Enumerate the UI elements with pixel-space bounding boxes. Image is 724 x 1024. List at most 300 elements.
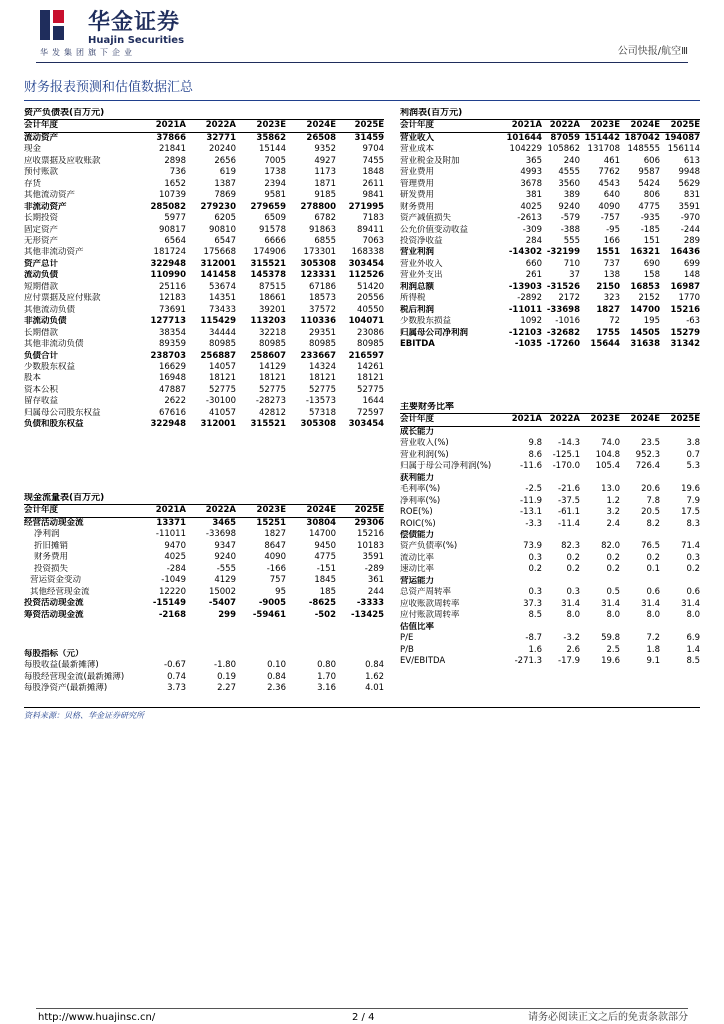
- table-row: [24, 328, 384, 339]
- row-value: 256887: [200, 350, 236, 361]
- row-value: 7762: [598, 167, 620, 178]
- row-value: -3333: [356, 598, 385, 609]
- row-label: 其他流动资产: [24, 190, 76, 201]
- row-label: 所得税: [400, 293, 426, 304]
- row-value: 7005: [264, 155, 286, 166]
- row-value: 168338: [351, 247, 385, 258]
- ratio-group-label: 估值比率: [400, 621, 435, 632]
- row-value: 89411: [357, 224, 385, 235]
- row-label: EBITDA: [400, 339, 435, 350]
- table-row: [24, 236, 384, 247]
- ratios-title-text: 主要财务比率: [400, 402, 700, 414]
- cash-flow-title-text: 现金流量表(百万元): [24, 493, 384, 505]
- row-value: 6205: [214, 213, 236, 224]
- row-value: 0.2: [566, 552, 580, 563]
- row-label: 管理费用: [400, 178, 435, 189]
- row-value: 4025: [520, 201, 542, 212]
- row-value: 4775: [638, 201, 660, 212]
- row-value: -37.5: [558, 495, 580, 506]
- row-value: 0.2: [606, 564, 620, 575]
- table-row: [24, 132, 384, 144]
- row-value: 1871: [314, 178, 336, 189]
- row-value: 73691: [158, 304, 186, 315]
- balance-sheet-table: [24, 108, 384, 431]
- row-label: 现金: [24, 144, 42, 155]
- row-label: 研发费用: [400, 190, 435, 201]
- row-value: 15144: [258, 144, 286, 155]
- table-row: [24, 362, 384, 373]
- ratios-title: [400, 402, 700, 414]
- row-value: 2172: [558, 293, 580, 304]
- row-value: 1652: [164, 178, 186, 189]
- row-value: 0.2: [528, 564, 542, 575]
- row-value: 2394: [264, 178, 286, 189]
- row-value: 18121: [208, 373, 236, 384]
- row-label: 投资损失: [34, 563, 69, 574]
- row-value: 3465: [212, 517, 236, 528]
- row-value: 1.70: [317, 671, 336, 682]
- row-value: 0.3: [528, 587, 542, 598]
- row-value: 8.0: [686, 610, 701, 621]
- row-value: -9005: [258, 598, 286, 609]
- row-value: 115429: [200, 316, 236, 327]
- row-value: 90817: [158, 224, 186, 235]
- row-value: 0.3: [528, 552, 542, 563]
- row-label: 营业外收入: [400, 258, 443, 269]
- row-value: 87059: [550, 132, 580, 143]
- row-value: 1173: [314, 167, 336, 178]
- row-value: 35862: [256, 132, 286, 143]
- row-value: 59.8: [601, 633, 620, 644]
- row-value: 6509: [264, 213, 286, 224]
- row-value: -2613: [517, 213, 542, 224]
- row-value: 8.0: [566, 610, 580, 621]
- row-label: 其他流动负债: [24, 304, 76, 315]
- row-value: -125.1: [552, 449, 580, 460]
- row-value: 1848: [362, 167, 385, 178]
- row-value: 4927: [314, 155, 336, 166]
- row-value: 12220: [158, 586, 186, 597]
- row-value: 9347: [214, 540, 236, 551]
- row-value: -970: [680, 213, 701, 224]
- row-value: 19.6: [601, 655, 620, 666]
- table-header-row: [400, 414, 700, 426]
- row-value: 151: [643, 235, 660, 246]
- row-value: 91863: [308, 224, 336, 235]
- row-value: 13.0: [601, 484, 620, 495]
- row-value: 151442: [584, 132, 620, 143]
- row-value: 53674: [208, 281, 236, 292]
- row-value: 47887: [158, 384, 186, 395]
- row-value: 105862: [547, 144, 580, 155]
- row-value: 9240: [214, 552, 236, 563]
- row-value: 315521: [250, 419, 286, 430]
- row-value: 4555: [558, 167, 580, 178]
- row-value: -15149: [152, 598, 186, 609]
- row-value: 67186: [308, 281, 336, 292]
- row-value: 0.84: [267, 671, 286, 682]
- group-name: 华发集团旗下企业: [40, 48, 136, 57]
- row-value: 699: [683, 258, 701, 269]
- row-value: -95: [606, 224, 620, 235]
- row-label: 归属母公司净利润: [400, 327, 469, 338]
- row-value: 72597: [357, 407, 385, 418]
- row-value: -59461: [252, 609, 286, 620]
- year-header: 2023E: [580, 120, 620, 132]
- row-value: -289: [364, 563, 385, 574]
- row-value: -14.3: [558, 438, 580, 449]
- table-row: [400, 156, 700, 167]
- year-header: 2025E: [336, 505, 384, 517]
- row-value: -13903: [508, 281, 542, 292]
- row-value: 112526: [348, 270, 385, 281]
- row-label: 流动比率: [400, 552, 435, 563]
- row-value: -1016: [555, 316, 580, 327]
- row-value: 757: [269, 575, 286, 586]
- row-value: 9.1: [646, 655, 660, 666]
- row-value: 619: [219, 167, 236, 178]
- row-value: 6.9: [686, 633, 701, 644]
- row-value: 14700: [630, 304, 660, 315]
- income-statement-title-text: 利润表(百万元): [400, 108, 700, 120]
- row-value: 40550: [357, 304, 385, 315]
- row-value: 174906: [253, 247, 286, 258]
- row-value: 72: [609, 316, 620, 327]
- table-row: [24, 517, 384, 529]
- row-label: 无形资产: [24, 235, 59, 246]
- row-value: 16321: [630, 247, 660, 258]
- row-value: 141458: [200, 270, 236, 281]
- table-row: [400, 496, 700, 507]
- ratio-group-label: 偿债能力: [400, 529, 435, 540]
- row-label: 留存收益: [24, 396, 59, 407]
- cash-flow-section: [24, 493, 384, 621]
- row-value: 1.4: [686, 644, 701, 655]
- row-label: P/B: [400, 644, 414, 655]
- row-value: 0.74: [167, 671, 186, 682]
- title-divider: [24, 100, 700, 101]
- row-value: 381: [525, 190, 542, 201]
- row-value: 0.19: [217, 671, 236, 682]
- row-value: 20556: [357, 293, 385, 304]
- row-value: 29306: [354, 517, 385, 528]
- row-value: 305308: [300, 419, 336, 430]
- row-value: 20240: [208, 144, 236, 155]
- row-value: 4090: [264, 552, 286, 563]
- row-value: -28273: [255, 396, 286, 407]
- row-value: 831: [683, 190, 701, 201]
- row-value: 14505: [630, 327, 660, 338]
- row-label: 营业税金及附加: [400, 155, 460, 166]
- table-row: [24, 385, 384, 396]
- ratio-group-heading: [400, 576, 700, 587]
- ratio-group-label: 每股指标（元）: [24, 649, 84, 659]
- income-statement-title: [400, 108, 700, 120]
- row-value: -11.9: [520, 495, 542, 506]
- row-value: 148555: [627, 144, 660, 155]
- data-source: 资料来源：贝格、华金证券研究所: [24, 711, 144, 720]
- year-header: 2023E: [236, 120, 286, 132]
- row-label: 固定资产: [24, 224, 59, 235]
- row-label: 经营活动现金流: [24, 517, 84, 528]
- row-value: -13573: [305, 396, 336, 407]
- row-value: 31459: [354, 132, 385, 143]
- table-row: [24, 144, 384, 155]
- year-header: 2023E: [236, 505, 286, 517]
- row-value: 1738: [264, 167, 286, 178]
- row-value: 138: [603, 270, 620, 281]
- row-label: 长期借款: [24, 327, 59, 338]
- row-value: 0.2: [646, 552, 660, 563]
- row-label: 营业利润(%): [400, 449, 449, 460]
- year-header: 2025E: [660, 120, 700, 132]
- row-label: 其他非流动资产: [24, 247, 84, 258]
- row-value: 2152: [638, 293, 660, 304]
- table-row: [400, 645, 700, 656]
- table-row: [400, 144, 700, 155]
- row-value: 8.0: [606, 610, 620, 621]
- year-header: 2021A: [136, 120, 186, 132]
- row-value: 9841: [362, 190, 385, 201]
- row-value: 9352: [314, 144, 336, 155]
- row-value: 31638: [630, 339, 660, 350]
- year-header: 2021A: [500, 414, 542, 426]
- row-value: 31.4: [561, 598, 580, 609]
- row-value: 74.0: [601, 438, 620, 449]
- row-label: 预付账款: [24, 167, 59, 178]
- row-value: 1551: [596, 247, 620, 258]
- row-value: 279659: [250, 201, 286, 212]
- row-label: 少数股东损益: [400, 316, 452, 327]
- row-label: 负债合计: [24, 350, 59, 361]
- table-row: [24, 683, 384, 694]
- fiscal-year-header: 会计年度: [24, 505, 136, 517]
- table-row: [24, 672, 384, 683]
- row-value: 52775: [208, 384, 236, 395]
- row-value: 9.8: [528, 438, 542, 449]
- row-label: 净利率(%): [400, 495, 441, 506]
- row-value: 15216: [670, 304, 701, 315]
- footer-url-link[interactable]: http://www.huajinsc.cn/: [38, 1012, 156, 1023]
- row-label: 筹资活动现金流: [24, 609, 84, 620]
- row-label: 折旧摊销: [34, 540, 69, 551]
- row-label: 每股收益(最新摊薄): [24, 660, 99, 671]
- row-value: 1770: [678, 293, 701, 304]
- table-row: [24, 339, 384, 350]
- row-value: 0.10: [267, 660, 286, 671]
- row-value: 8.3: [686, 518, 701, 529]
- row-value: 31.4: [681, 598, 701, 609]
- table-row: [24, 293, 384, 304]
- fiscal-year-header: 会计年度: [400, 414, 500, 426]
- table-row: [400, 247, 700, 258]
- row-value: 305308: [300, 258, 336, 269]
- table-row: [24, 167, 384, 178]
- row-label: EV/EBITDA: [400, 655, 446, 666]
- row-value: 9581: [264, 190, 286, 201]
- row-value: 0.7: [686, 449, 701, 460]
- row-label: 非流动资产: [24, 201, 67, 212]
- row-label: 资产总计: [24, 258, 59, 269]
- row-value: 91578: [258, 224, 286, 235]
- row-value: 7455: [362, 155, 385, 166]
- ratio-group-heading: [400, 622, 700, 633]
- row-value: 3.8: [686, 438, 701, 449]
- row-label: 财务费用: [400, 201, 435, 212]
- row-value: -31526: [546, 281, 580, 292]
- row-value: 726.4: [635, 461, 660, 472]
- row-value: 15279: [670, 327, 701, 338]
- row-value: 5629: [678, 178, 701, 189]
- table-row: [400, 587, 700, 598]
- row-value: 315521: [250, 258, 286, 269]
- per-share-table: [24, 649, 384, 695]
- table-row: [24, 225, 384, 236]
- row-label: 长期投资: [24, 213, 59, 224]
- row-value: -757: [600, 213, 620, 224]
- row-value: 15644: [590, 339, 620, 350]
- row-value: 1644: [362, 396, 385, 407]
- row-label: ROE(%): [400, 507, 433, 518]
- row-value: 4129: [214, 575, 236, 586]
- year-header: 2022A: [186, 120, 236, 132]
- table-row: [24, 541, 384, 552]
- row-value: 5.3: [686, 461, 701, 472]
- row-value: 6547: [214, 235, 236, 246]
- row-value: -11.4: [558, 518, 580, 529]
- row-value: 14351: [208, 293, 236, 304]
- row-value: 1.62: [365, 671, 385, 682]
- row-value: 660: [525, 258, 542, 269]
- row-value: 52775: [357, 384, 385, 395]
- table-header-row: [24, 120, 384, 132]
- row-value: 16853: [630, 281, 660, 292]
- row-value: 8.5: [686, 655, 701, 666]
- row-value: 4775: [314, 552, 336, 563]
- row-value: 181724: [153, 247, 186, 258]
- table-row: [24, 270, 384, 281]
- row-value: 16436: [670, 247, 701, 258]
- row-value: -5407: [208, 598, 236, 609]
- table-row: [400, 328, 700, 339]
- row-value: -271.3: [514, 655, 542, 666]
- row-label: 营业收入(%): [400, 438, 449, 449]
- row-value: -185: [640, 224, 660, 235]
- row-label: 每股经营现金流(最新摊薄): [24, 671, 125, 682]
- row-value: 14129: [258, 361, 286, 372]
- row-label: 财务费用: [34, 552, 69, 563]
- row-value: 101644: [506, 132, 542, 143]
- footer-divider: [36, 1008, 688, 1009]
- table-row: [400, 259, 700, 270]
- row-label: 每股净资产(最新摊薄): [24, 683, 108, 694]
- row-value: 9470: [164, 540, 186, 551]
- row-value: -502: [314, 609, 336, 620]
- table-row: [400, 633, 700, 644]
- table-row: [24, 316, 384, 327]
- row-value: 278800: [300, 201, 336, 212]
- row-value: 42812: [258, 407, 286, 418]
- row-value: 613: [683, 155, 701, 166]
- row-label: 短期借款: [24, 281, 59, 292]
- row-value: 9587: [638, 167, 660, 178]
- row-value: 1387: [214, 178, 236, 189]
- row-label: 归属母公司股东权益: [24, 407, 101, 418]
- row-value: 736: [169, 167, 186, 178]
- row-label: 其他经营现金流: [30, 586, 90, 597]
- row-value: 0.6: [646, 587, 660, 598]
- row-value: 76.5: [641, 541, 660, 552]
- row-value: 7183: [362, 213, 385, 224]
- row-label: 股本: [24, 373, 42, 384]
- page-title: 财务报表预测和估值数据汇总: [24, 80, 194, 95]
- row-label: 营业费用: [400, 167, 435, 178]
- ratio-group-label: 营运能力: [400, 575, 435, 586]
- row-value: 25116: [158, 281, 186, 292]
- row-label: ROIC(%): [400, 518, 436, 529]
- row-value: 10739: [158, 190, 186, 201]
- row-label: 应收账款周转率: [400, 598, 460, 609]
- row-label: 存货: [24, 178, 42, 189]
- row-label: 非流动负债: [24, 316, 67, 327]
- row-value: 2.27: [217, 683, 236, 694]
- table-row: [24, 156, 384, 167]
- year-header: 2022A: [542, 120, 580, 132]
- row-value: 104229: [509, 144, 542, 155]
- table-row: [400, 461, 700, 472]
- table-row: [24, 587, 384, 598]
- row-value: -32199: [546, 247, 580, 258]
- row-value: 18573: [308, 293, 336, 304]
- row-value: 13371: [156, 517, 186, 528]
- row-value: -170.0: [552, 461, 580, 472]
- row-value: 2.6: [566, 644, 580, 655]
- income-statement-table: [400, 108, 700, 351]
- row-label: 毛利率(%): [400, 484, 441, 495]
- table-row: [24, 247, 384, 258]
- huajin-logo-icon: [40, 10, 64, 40]
- row-value: 110336: [300, 316, 336, 327]
- row-value: 15002: [208, 586, 236, 597]
- row-value: -1.80: [214, 660, 236, 671]
- table-row: [24, 179, 384, 190]
- table-row: [400, 316, 700, 327]
- row-value: 15251: [256, 517, 286, 528]
- ratio-group-label: 获利能力: [400, 472, 435, 483]
- row-value: -13425: [350, 609, 385, 620]
- row-value: 2622: [164, 396, 186, 407]
- report-type: 公司快报/航空Ⅲ: [617, 46, 688, 57]
- row-value: -1035: [514, 339, 542, 350]
- row-value: 0.5: [606, 587, 620, 598]
- row-value: 37572: [308, 304, 336, 315]
- table-row: [400, 282, 700, 293]
- row-label: 少数股东权益: [24, 361, 76, 372]
- row-value: 2656: [214, 155, 236, 166]
- table-row: [400, 293, 700, 304]
- footer-disclaimer: 请务必阅读正文之后的免责条款部分: [528, 1012, 688, 1023]
- table-row: [400, 553, 700, 564]
- table-row: [400, 190, 700, 201]
- row-value: 19.6: [681, 484, 701, 495]
- table-row: [400, 132, 700, 144]
- row-value: 18661: [258, 293, 286, 304]
- row-value: 90810: [208, 224, 236, 235]
- row-value: -2892: [517, 293, 542, 304]
- table-row: [400, 305, 700, 316]
- row-value: -17260: [546, 339, 580, 350]
- row-value: 158: [643, 270, 660, 281]
